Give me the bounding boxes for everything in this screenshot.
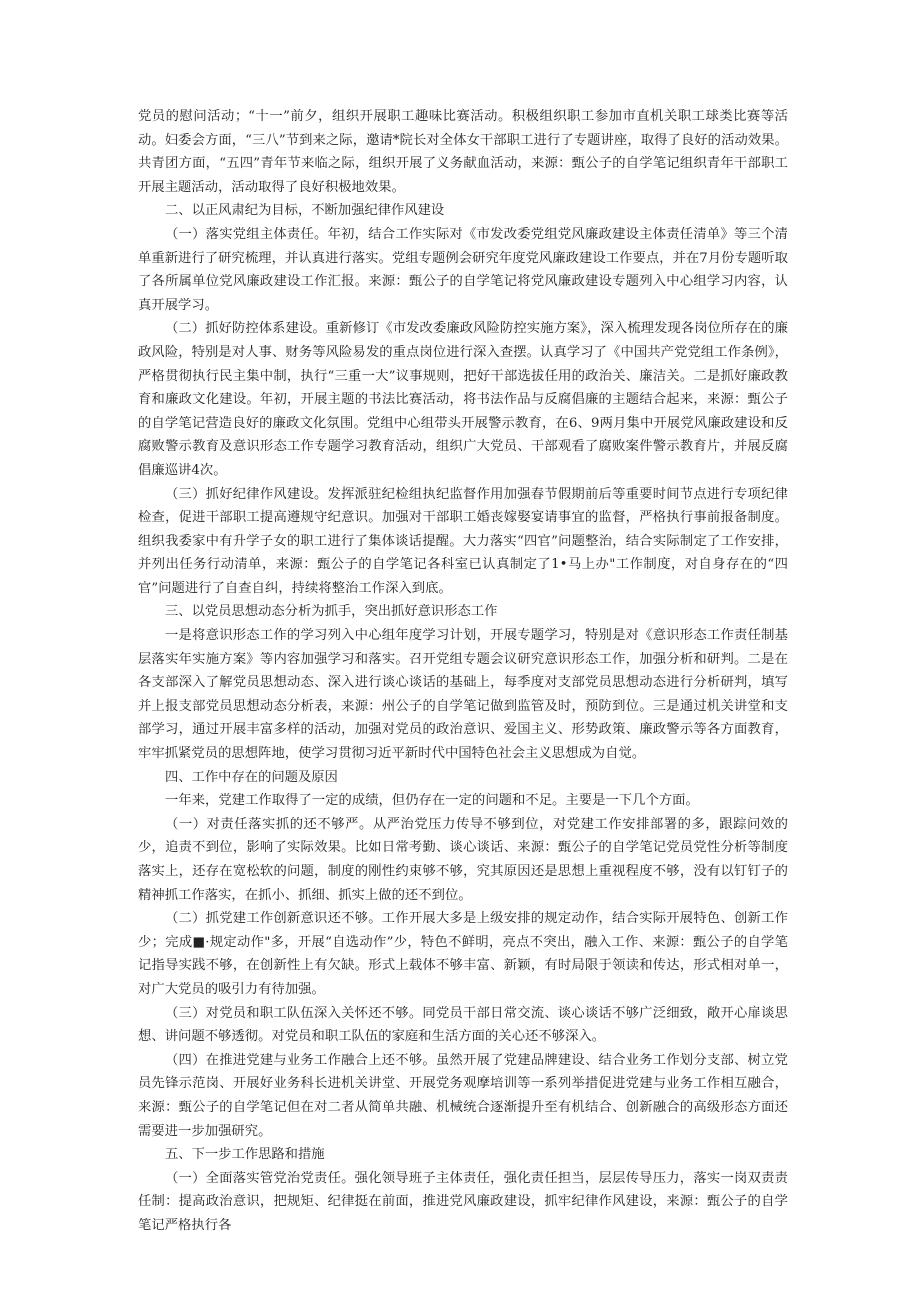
paragraph-2-3: （三）抓好纪律作风建设。发挥派驻纪检组执纪监督作用加强春节假期前后等重要时间节点进行专项纪律检查，促进干部职工提高遵规守纪意识。加强对干部职工婚丧嫁娶宴请事宜的监督，严格执行事前报备制度。组织我委家中有升学子女的职工进行了集体谈话提醒。大力落实“四官”问题整治，结合实际制定了工作安排，并列出任务行动清单，来源：甄公子的自学笔记各科室已认真制定了1•马上办"工作制度，对自身存在的“四官”问题进行了自查自纠，持续将整治工作深入到底。 bbox=[138, 486, 788, 596]
paragraph-2-2: （二）抓好防控体系建设。重新修订《市发改委廉政风险防控实施方案》，深入梳理发现各岗位所存在的廉政风险，特别是对人事、财务等风险易发的重点岗位进行深入查摆。认真学习了《中国共产党党组工作条例》，严格贯彻执行民主集中制，执行“三重一大”议事规则，把好干部选拔任用的政治关、廉洁关。二是抓好廉政教育和廉政文化建设。年初，开展主题的书法比赛活动，将书法作品与反腐倡廉的主题结合起来，来源：甄公子的自学笔记营造良好的廉政文化氛围。党组中心组带头开展警示教育，在6、9两月集中开展党风廉政建设和反腐败警示教育及意识形态工作专题学习教育活动，组织广大党员、干部观看了腐败案件警示教育片，并展反腐倡廉巡讲4次。 bbox=[138, 321, 788, 478]
paragraph-1: 党员的慰问活动；“十一”前夕，组织开展职工趣味比赛活动。积极组织职工参加市直机关职工球类比赛等活动。妇委会方面，“三八”节到来之际，邀请*院长对全体女干部职工进行了专题讲座，取得了良好的活动效果。共青团方面，“五四”青年节来临之际，组织开展了义务献血活动，来源：甄公子的自学笔记组织青年干部职工开展主题活动，活动取得了良好积极地效果。 bbox=[138, 109, 788, 195]
paragraph-2-1: （一）落实党组主体责任。年初，结合工作实际对《市发改委党组党风廉政建设主体责任清单》等三个清单重新进行了研究梳理，并认真进行落实。党组专题例会研究年度党风廉政建设工作要点，并在7月份专题听取了各所属单位党风廉政建设工作汇报。来源：甄公子的自学笔记将党风廉政建设专题列入中心组学习内容，认真开展学习。 bbox=[138, 226, 788, 313]
paragraph-4-4: （四）在推进党建与业务工作融合上还不够。虽然开展了党建品牌建设、结合业务工作划分支部、树立党员先锋示范岗、开展好业务科长进机关讲堂、开展党务观摩培训等一系列举措促进党建与业务工作相互融合，来源：甄公子的自学笔记但在对二者从简单共融、机械统合逐渐提升至有机结合、创新融合的高级形态方面还需要进一步加强研究。 bbox=[138, 1052, 788, 1139]
section-heading-5: 五、下一步工作思路和措施 bbox=[165, 1147, 325, 1163]
paragraph-4-2: （二）抓党建工作创新意识还不够。工作开展大多是上级安排的规定动作，结合实际开展特色、创新工作少；完成■·规定动作"多，开展“自选动作”少，特色不鲜明，亮点不突出，融入工作、来源：甄公子的自学笔记指导实践不够，在创新性上有欠缺。形式上载体不够丰富、新颖，有时局限于领读和传达，形式相对单一，对广大党员的吸引力有待加强。 bbox=[138, 911, 788, 997]
paragraph-4-3: （三）对党员和职工队伍深入关怀还不够。同党员干部日常交流、谈心谈话不够广泛细致，敞开心扉谈思想、讲问题不够透彻。对党员和职工队伍的家庭和生活方面的关心还不够深入。 bbox=[138, 1005, 788, 1045]
paragraph-4-1: （一）对责任落实抓的还不够严。从严治党压力传导不够到位，对党建工作安排部署的多，跟踪问效的少，追责不到位，影响了实际效果。比如日常考勤、谈心谈话、来源：甄公子的自学笔记党员党性分析等制度落实上，还存在宽松软的问题，制度的刚性约束够不够，究其原因还是思想上重视程度不够，没有以钉钉子的精神抓工作落实，在抓小、抓细、抓实上做的还不到位。 bbox=[138, 816, 788, 903]
paragraph-3-1: 一是将意识形态工作的学习列入中心组年度学习计划，开展专题学习，特别是对《意识形态工作责任制基层落实年实施方案》等内容加强学习和落实。召开党组专题会议研究意识形态工作，加强分析和研判。二是在各支部深入了解党员思想动态、深入进行谈心谈话的基础上，每季度对支部党员思想动态进行分析研判，填写并上报支部党员思想动态分析表，来源：州公子的自学笔记做到监管及时，预防到位。三是通过机关讲堂和支部学习，通过开展丰富多样的活动，加强对党员的政治意识、爱国主义、形势政策、廉政警示等各方面教育，牢牢抓紧党员的思想阵地，使学习贯彻习近平新时代中国特色社会主义思想成为自觉。 bbox=[138, 628, 788, 762]
section-heading-4: 四、工作中存在的问题及原因 bbox=[165, 769, 338, 785]
paragraph-5-1: （一）全面落实管党治党责任。强化领导班子主体责任，强化责任担当，层层传导压力，落实一岗双责责任制：提高政治意识，把规矩、纪律挺在前面，推进党风廉政建设，抓牢纪律作风建设，来源：甄公子的自学笔记严格执行各 bbox=[138, 1170, 788, 1233]
paragraph-4-intro: 一年来，党建工作取得了一定的成绩，但仍存在一定的问题和不足。主要是一下几个方面。 bbox=[165, 793, 699, 809]
section-heading-2: 二、以正风肃纪为目标，不断加强纪律作风建设 bbox=[165, 203, 445, 219]
section-heading-3: 三、以党员思想动态分析为抓手，突出抓好意识形态工作 bbox=[165, 604, 498, 620]
document-page bbox=[138, 105, 788, 1238]
